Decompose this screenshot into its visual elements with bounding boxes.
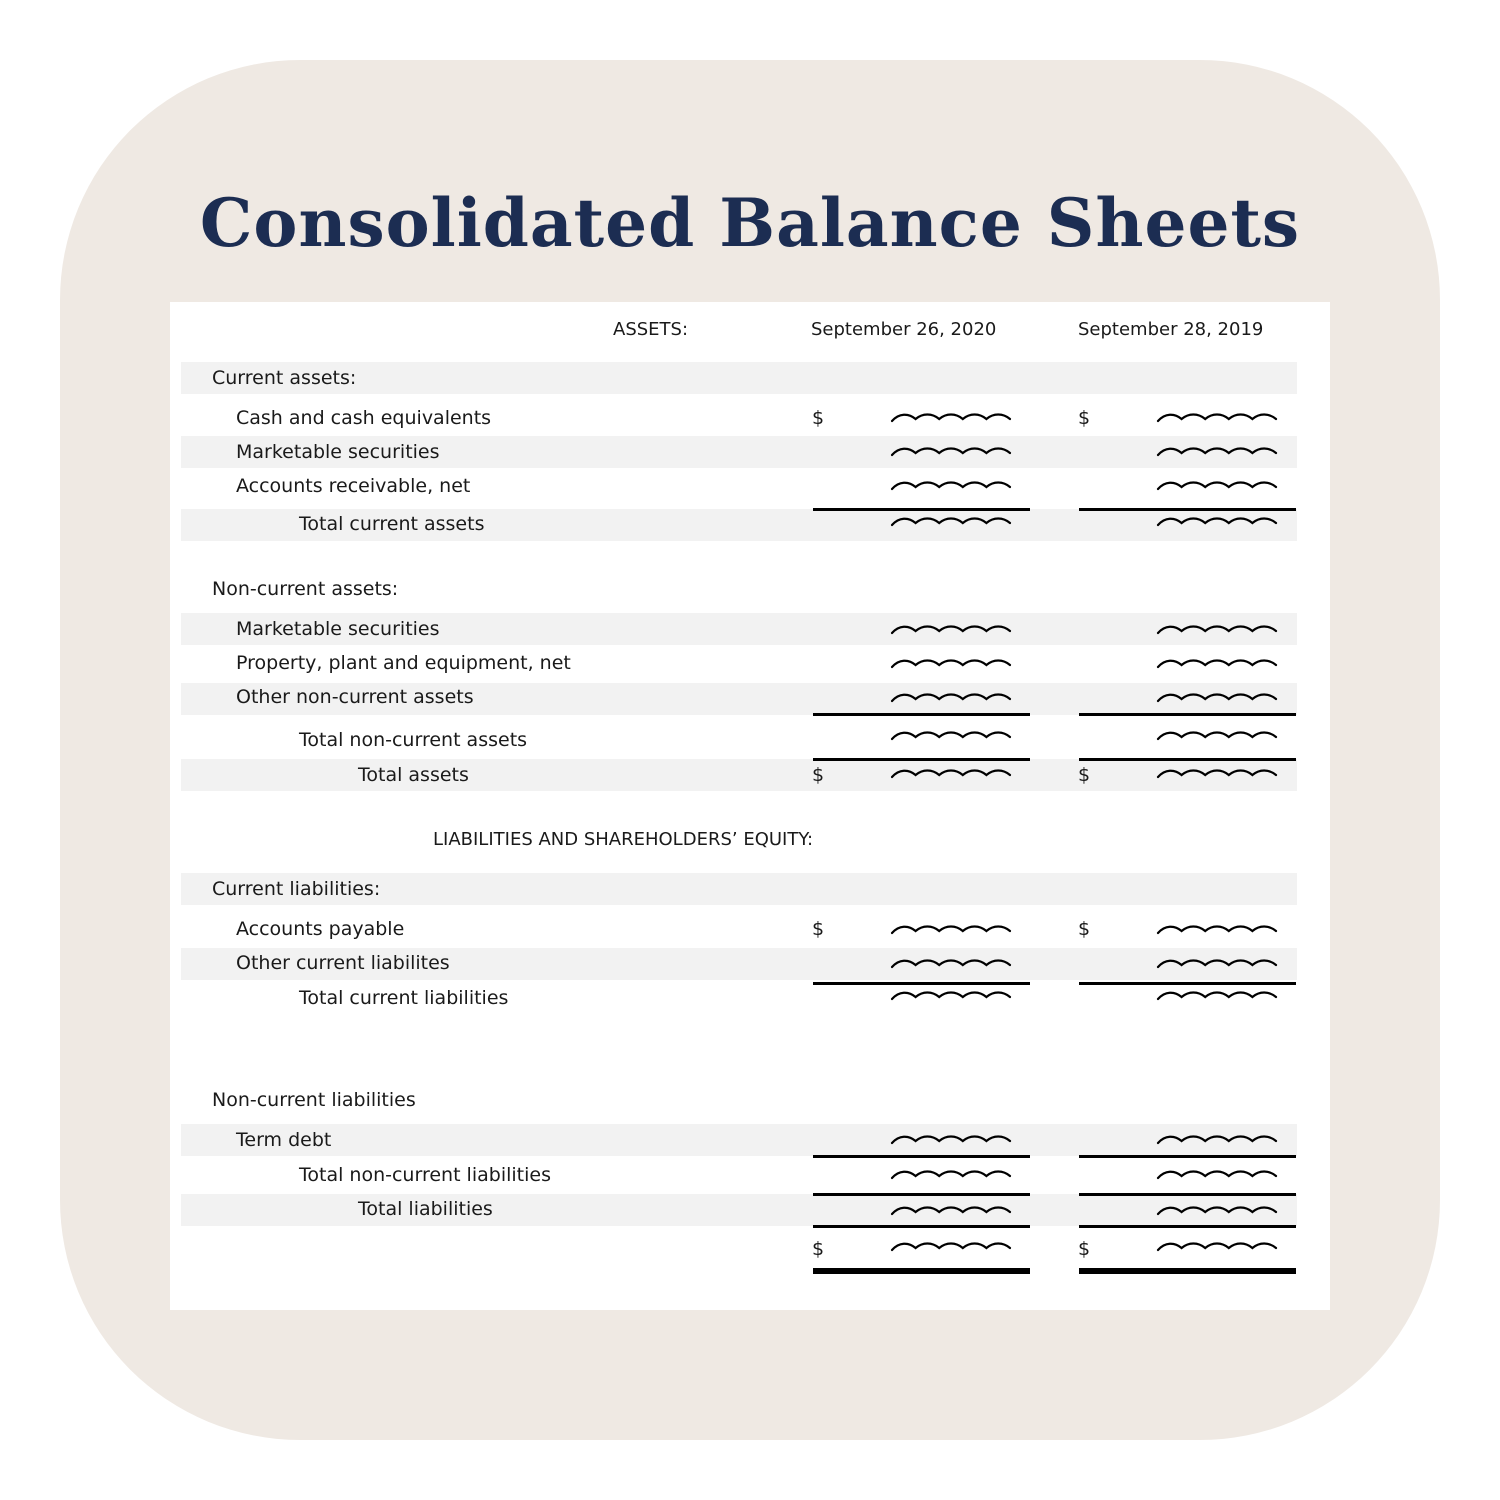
column-header-2020: September 26, 2020: [811, 319, 997, 340]
dollar-sign: $: [812, 1238, 825, 1260]
row-other-noncurrent-assets: Other non-current assets: [236, 686, 474, 708]
subtotal-rule: [1079, 713, 1296, 716]
subtotal-rule: [813, 713, 1030, 716]
redacted-value-squiggle: [890, 691, 1012, 705]
row-total-noncurrent-assets: Total non-current assets: [299, 729, 528, 751]
column-header-2019: September 28, 2019: [1078, 319, 1264, 340]
row-cash: Cash and cash equivalents: [236, 407, 492, 429]
redacted-value-squiggle: [890, 411, 1012, 425]
subtotal-rule: [1079, 982, 1296, 985]
page-title: Consolidated Balance Sheets: [199, 184, 1301, 262]
redacted-value-squiggle: [1156, 957, 1278, 971]
redacted-value-squiggle: [890, 989, 1012, 1003]
redacted-value-squiggle: [1156, 691, 1278, 705]
redacted-value-squiggle: [1156, 989, 1278, 1003]
redacted-value-squiggle: [890, 767, 1012, 781]
row-term-debt: Term debt: [236, 1129, 332, 1151]
section-current-assets: Current assets:: [212, 367, 357, 389]
redacted-value-squiggle: [890, 479, 1012, 493]
redacted-value-squiggle: [1156, 445, 1278, 459]
redacted-value-squiggle: [1156, 1168, 1278, 1182]
redacted-value-squiggle: [890, 1133, 1012, 1147]
subtotal-rule: [1079, 508, 1296, 511]
row-band: [181, 1194, 1297, 1226]
assets-header: ASSETS:: [613, 319, 689, 340]
row-receivables: Accounts receivable, net: [236, 475, 471, 497]
redacted-value-squiggle: [890, 1240, 1012, 1254]
row-marketable-current: Marketable securities: [236, 441, 440, 463]
section-current-liabilities: Current liabilities:: [212, 878, 381, 900]
dollar-sign: $: [1078, 764, 1091, 786]
redacted-value-squiggle: [1156, 515, 1278, 529]
redacted-value-squiggle: [1156, 923, 1278, 937]
redacted-value-squiggle: [890, 623, 1012, 637]
row-marketable-noncurrent: Marketable securities: [236, 618, 440, 640]
row-total-liabilities: Total liabilities: [358, 1198, 493, 1220]
subtotal-rule: [813, 1225, 1030, 1228]
row-accounts-payable: Accounts payable: [236, 918, 405, 940]
subtotal-rule: [1079, 1225, 1296, 1228]
subtotal-rule: [813, 982, 1030, 985]
grand-total-rule: [813, 1268, 1030, 1274]
section-non-current-liabilities: Non-current liabilities: [212, 1089, 416, 1111]
row-total-current-liabilities: Total current liabilities: [299, 987, 509, 1009]
redacted-value-squiggle: [1156, 1240, 1278, 1254]
row-total-noncurrent-liabilities: Total non-current liabilities: [299, 1164, 551, 1186]
liabilities-equity-header: LIABILITIES AND SHAREHOLDERS’ EQUITY:: [433, 829, 814, 850]
subtotal-rule: [813, 1155, 1030, 1158]
redacted-value-squiggle: [1156, 729, 1278, 743]
redacted-value-squiggle: [890, 957, 1012, 971]
redacted-value-squiggle: [1156, 479, 1278, 493]
dollar-sign: $: [1078, 1238, 1091, 1260]
dollar-sign: $: [1078, 918, 1091, 940]
subtotal-rule: [813, 508, 1030, 511]
redacted-value-squiggle: [890, 657, 1012, 671]
redacted-value-squiggle: [890, 1168, 1012, 1182]
redacted-value-squiggle: [1156, 623, 1278, 637]
redacted-value-squiggle: [890, 923, 1012, 937]
subtotal-rule: [1079, 758, 1296, 761]
dollar-sign: $: [812, 918, 825, 940]
redacted-value-squiggle: [1156, 1133, 1278, 1147]
redacted-value-squiggle: [1156, 1204, 1278, 1218]
redacted-value-squiggle: [890, 515, 1012, 529]
redacted-value-squiggle: [890, 1204, 1012, 1218]
row-total-assets: Total assets: [358, 764, 469, 786]
row-band: [181, 759, 1297, 791]
grand-total-rule: [1079, 1268, 1296, 1274]
row-band: [181, 1124, 1297, 1156]
subtotal-rule: [813, 758, 1030, 761]
redacted-value-squiggle: [1156, 411, 1278, 425]
dollar-sign: $: [1078, 407, 1091, 429]
row-other-current-liabilities: Other current liabilites: [236, 952, 450, 974]
row-ppe: Property, plant and equipment, net: [236, 652, 571, 674]
redacted-value-squiggle: [1156, 767, 1278, 781]
redacted-value-squiggle: [890, 729, 1012, 743]
redacted-value-squiggle: [890, 445, 1012, 459]
subtotal-rule: [1079, 1193, 1296, 1196]
dollar-sign: $: [812, 407, 825, 429]
row-total-current-assets: Total current assets: [299, 513, 485, 535]
dollar-sign: $: [812, 764, 825, 786]
redacted-value-squiggle: [1156, 657, 1278, 671]
subtotal-rule: [813, 1193, 1030, 1196]
balance-sheet: [170, 302, 1330, 1310]
section-non-current-assets: Non-current assets:: [212, 578, 399, 600]
subtotal-rule: [1079, 1155, 1296, 1158]
